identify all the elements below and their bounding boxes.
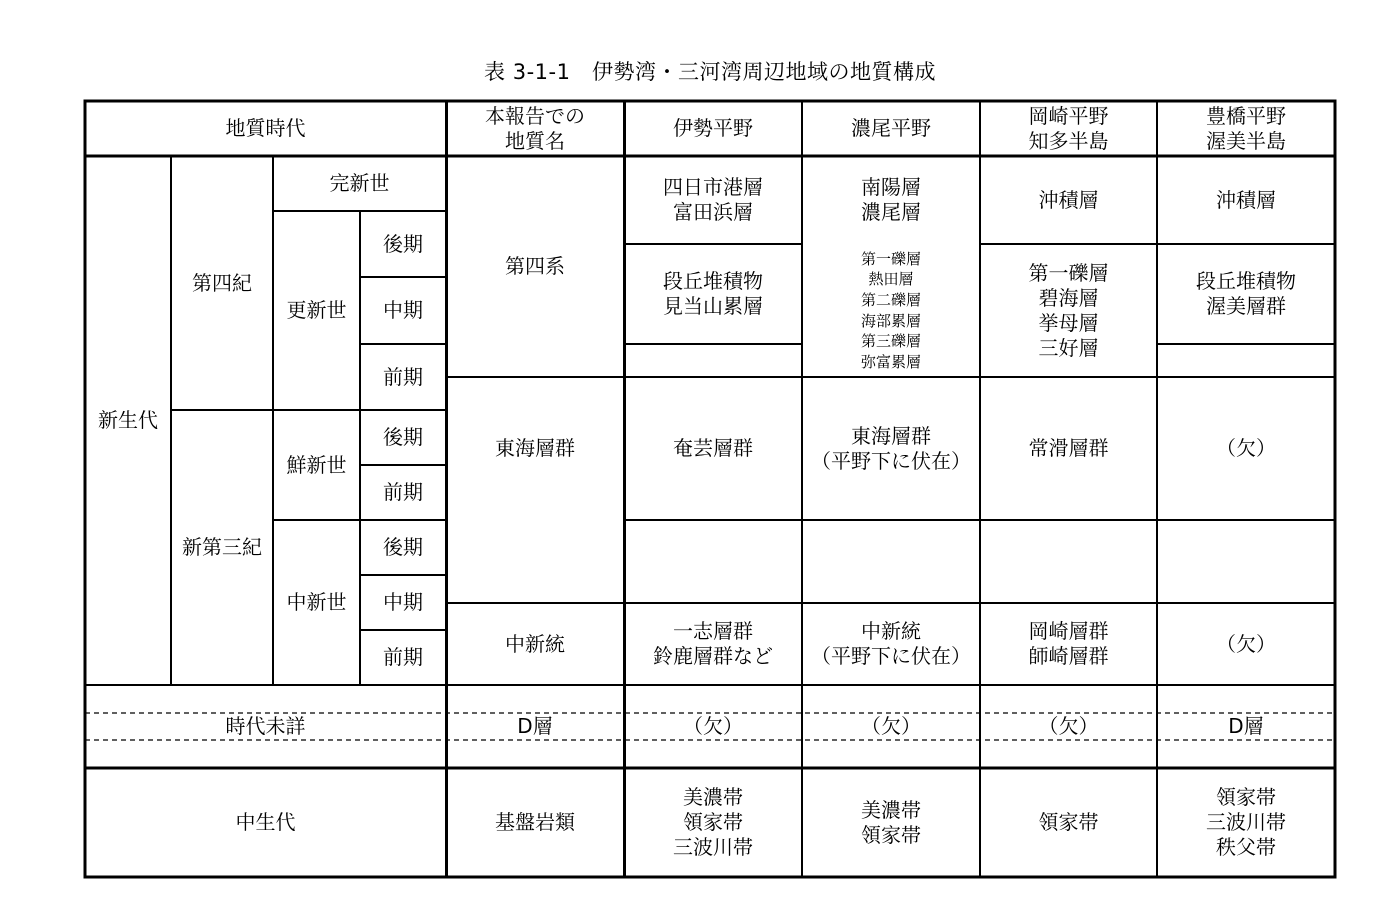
era-mesozoic: 中生代 [235, 810, 296, 834]
epoch-pleistocene: 更新世 [286, 298, 347, 322]
ise-tokai: 奄芸層群 [673, 436, 753, 460]
toyohashi-miocene: （欠） [1216, 631, 1276, 656]
header-toyohashi-plain: 豊橋平野 渥美半島 [1206, 103, 1286, 153]
okazaki-tokai: 常滑層群 [1028, 436, 1109, 460]
header-okazaki-plain: 岡崎平野 知多半島 [1028, 103, 1109, 153]
nobi-basement: 美濃帯 領家帯 [861, 797, 921, 847]
okazaki-holocene: 沖積層 [1038, 187, 1099, 212]
toyohashi-terrace: 段丘堆積物 渥美層群 [1196, 269, 1296, 318]
header-geologic-time: 地質時代 [225, 116, 306, 140]
pliocene-early: 前期 [383, 480, 423, 504]
unit-miocene-series: 中新統 [505, 631, 565, 656]
ise-basement: 美濃帯 領家帯 三波川帯 [673, 785, 753, 859]
period-neogene: 新第三紀 [182, 535, 262, 559]
okazaki-undated: （欠） [1038, 714, 1099, 738]
ise-terrace: 段丘堆積物 見当山累層 [663, 269, 763, 318]
epoch-miocene: 中新世 [286, 590, 347, 614]
era-cenozoic: 新生代 [98, 408, 158, 432]
miocene-middle: 中期 [383, 590, 423, 614]
period-quaternary: 第四紀 [192, 270, 252, 295]
miocene-early: 前期 [383, 645, 423, 669]
okazaki-basement: 領家帯 [1038, 810, 1099, 834]
okazaki-miocene: 岡崎層群 師崎層群 [1028, 619, 1109, 668]
ise-holocene: 四日市港層 富田浜層 [663, 175, 763, 224]
okazaki-pleistocene: 第一礫層 碧海層 挙母層 三好層 [1028, 260, 1109, 360]
era-undated: 時代未詳 [225, 714, 306, 738]
pleistocene-middle: 中期 [383, 298, 423, 322]
unit-tokai-group: 東海層群 [495, 436, 575, 460]
toyohashi-holocene: 沖積層 [1216, 187, 1276, 212]
miocene-late: 後期 [383, 535, 423, 559]
nobi-pleistocene: 第一礫層 熱田層 第二礫層 海部累層 第三礫層 弥富累層 [860, 249, 921, 371]
unit-basement: 基盤岩類 [495, 810, 575, 834]
toyohashi-undated: D層 [1228, 714, 1264, 738]
pleistocene-early: 前期 [383, 364, 423, 389]
epoch-pliocene: 鮮新世 [286, 452, 347, 477]
table-title: 表 3-1-1 伊勢湾・三河湾周辺地域の地質構成 [484, 60, 936, 84]
epoch-holocene: 完新世 [329, 171, 390, 195]
toyohashi-tokai: （欠） [1216, 436, 1276, 460]
ise-miocene: 一志層群 鈴鹿層群など [653, 619, 773, 668]
nobi-miocene: 中新統 （平野下に伏在） [811, 619, 971, 668]
nobi-tokai: 東海層群 （平野下に伏在） [811, 423, 971, 473]
toyohashi-basement: 領家帯 三波川帯 秩父帯 [1206, 785, 1286, 859]
unit-quaternary-system: 第四系 [505, 254, 565, 278]
pliocene-late: 後期 [383, 425, 423, 449]
header-ise-plain: 伊勢平野 [673, 116, 753, 140]
nobi-holocene: 南陽層 濃尾層 [861, 175, 921, 224]
header-report-name: 本報告での 地質名 [485, 103, 585, 153]
header-nobi-plain: 濃尾平野 [851, 116, 931, 140]
pleistocene-late: 後期 [383, 231, 423, 256]
nobi-undated: （欠） [861, 714, 921, 738]
unit-d-layer: D層 [517, 714, 553, 738]
ise-undated: （欠） [683, 714, 743, 738]
